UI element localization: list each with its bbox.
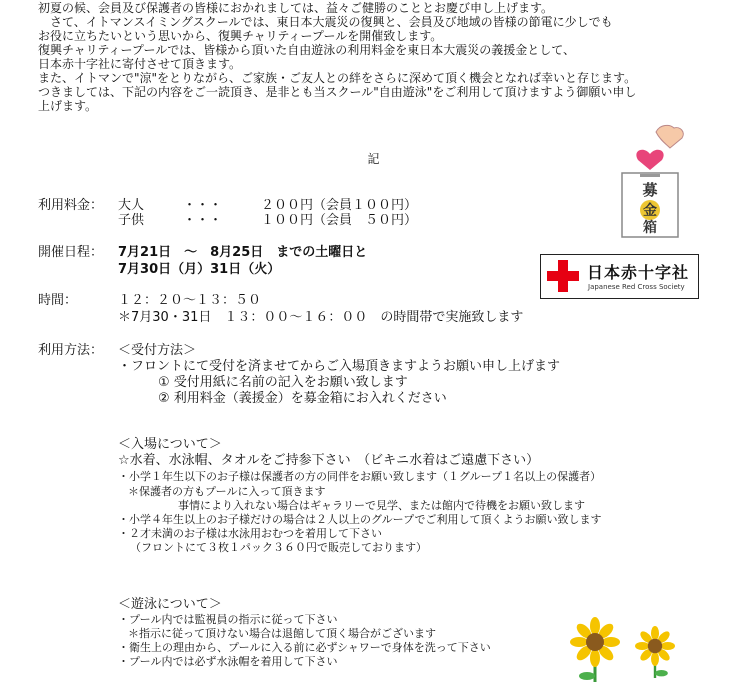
entry-item-4: ・小学４年生以上のお子様だけの場合は２人以上のグループでご利用して頂くようお願い致します bbox=[118, 513, 602, 526]
red-cross-name-en: Japanese Red Cross Society bbox=[588, 283, 685, 291]
intro-line-7: つきましては、下記の内容をご一読頂き、是非とも当スクール"自由遊泳"をご利用して頂けますよう御願い申し bbox=[38, 85, 637, 99]
method-heading: ＜受付方法＞ bbox=[118, 343, 197, 358]
entry-item-3: 事情により入れない場合はギャラリーで見学、または館内で待機をお願い致します bbox=[178, 499, 585, 512]
schedule-line-2: 7月30日（月）31日（火） bbox=[118, 262, 281, 277]
red-cross-icon bbox=[547, 260, 579, 292]
method-step-1: ① 受付用紙に名前の記入をお願い致します bbox=[158, 375, 408, 390]
time-line-2: ＊7月30・31日 １３：００～１６：００ の時間帯で実施致します bbox=[118, 310, 524, 325]
entry-item-5: ・２才未満のお子様は水泳用おむつを着用して下さい bbox=[118, 527, 382, 540]
method-line-1: ・フロントにて受付を済ませてからご入場頂きますようお願い申し上げます bbox=[118, 359, 561, 374]
intro-line-6: また、イトマンで"涼"をとりながら、ご家族・ご友人との絆をさらに深めて頂く機会となれば幸いと存じます。 bbox=[38, 71, 637, 85]
swim-item-4: ・プール内では必ず水泳帽を着用して下さい bbox=[118, 655, 338, 668]
swim-item-1: ・プール内では監視員の指示に従って下さい bbox=[118, 613, 338, 626]
swim-item-3: ・衛生上の理由から、プールに入る前に必ずシャワーで身体を洗って下さい bbox=[118, 641, 491, 654]
intro-line-2: さて、イトマンスイミングスクールでは、東日本大震災の復興と、会員及び地域の皆様の節電に少しでも bbox=[38, 15, 613, 29]
ki-heading: 記 bbox=[367, 152, 380, 166]
fee-adult: 大人 ・・・ ２００円（会員１００円） bbox=[118, 198, 418, 213]
donation-box-char-3: 箱 bbox=[643, 220, 657, 236]
entry-heading: ＜入場について＞ bbox=[118, 437, 222, 452]
donation-box-char-2: 金 bbox=[643, 203, 657, 219]
method-step-2: ② 利用料金（義援金）を募金箱にお入れください bbox=[158, 391, 447, 406]
red-cross-name: 日本赤十字社 bbox=[587, 263, 690, 282]
red-cross-logo bbox=[540, 254, 699, 299]
swim-heading: ＜遊泳について＞ bbox=[118, 597, 222, 612]
sunflower-icon bbox=[565, 612, 695, 682]
entry-bring: ☆水着、水泳帽、タオルをご持参下さい （ビキニ水着はご遠慮下さい） bbox=[118, 453, 540, 468]
method-label: 利用方法： bbox=[38, 343, 104, 358]
intro-line-5: 日本赤十字社に寄付させて頂きます。 bbox=[38, 57, 242, 71]
intro-line-4: 復興チャリティープールでは、皆様から頂いた自由遊泳の利用料金を東日本大震災の義援金として、 bbox=[38, 43, 576, 57]
entry-item-1: ・小学１年生以下のお子様は保護者の方の同伴をお願い致します（１グループ１名以上の保護者） bbox=[118, 470, 602, 483]
time-label: 時間： bbox=[38, 293, 78, 308]
intro-line-8: 上げます。 bbox=[38, 99, 98, 113]
donation-box-char-1: 募 bbox=[642, 181, 658, 199]
fee-label: 利用料金： bbox=[38, 198, 104, 213]
entry-item-2: ＊保護者の方もプールに入って頂きます bbox=[128, 485, 326, 498]
schedule-line-1: 7月21日 ～ 8月25日 までの土曜日と bbox=[118, 245, 368, 260]
intro-line-3: お役に立ちたいという思いから、復興チャリティープールを開催致します。 bbox=[38, 29, 443, 43]
fee-child: 子供 ・・・ １００円（会員 ５０円） bbox=[118, 213, 418, 228]
donation-box-icon bbox=[610, 118, 690, 243]
time-line-1: １２：２０～１３：５０ bbox=[118, 293, 262, 308]
schedule-label: 開催日程： bbox=[38, 245, 104, 260]
intro-line-1: 初夏の候、会員及び保護者の皆様におかれましては、益々ご健勝のこととお慶び申し上げます。 bbox=[38, 1, 554, 15]
entry-item-6: （フロントにて３枚１パック３６０円で販売しております） bbox=[130, 541, 427, 554]
swim-item-2: ＊指示に従って頂けない場合は退館して頂く場合がございます bbox=[128, 627, 436, 640]
